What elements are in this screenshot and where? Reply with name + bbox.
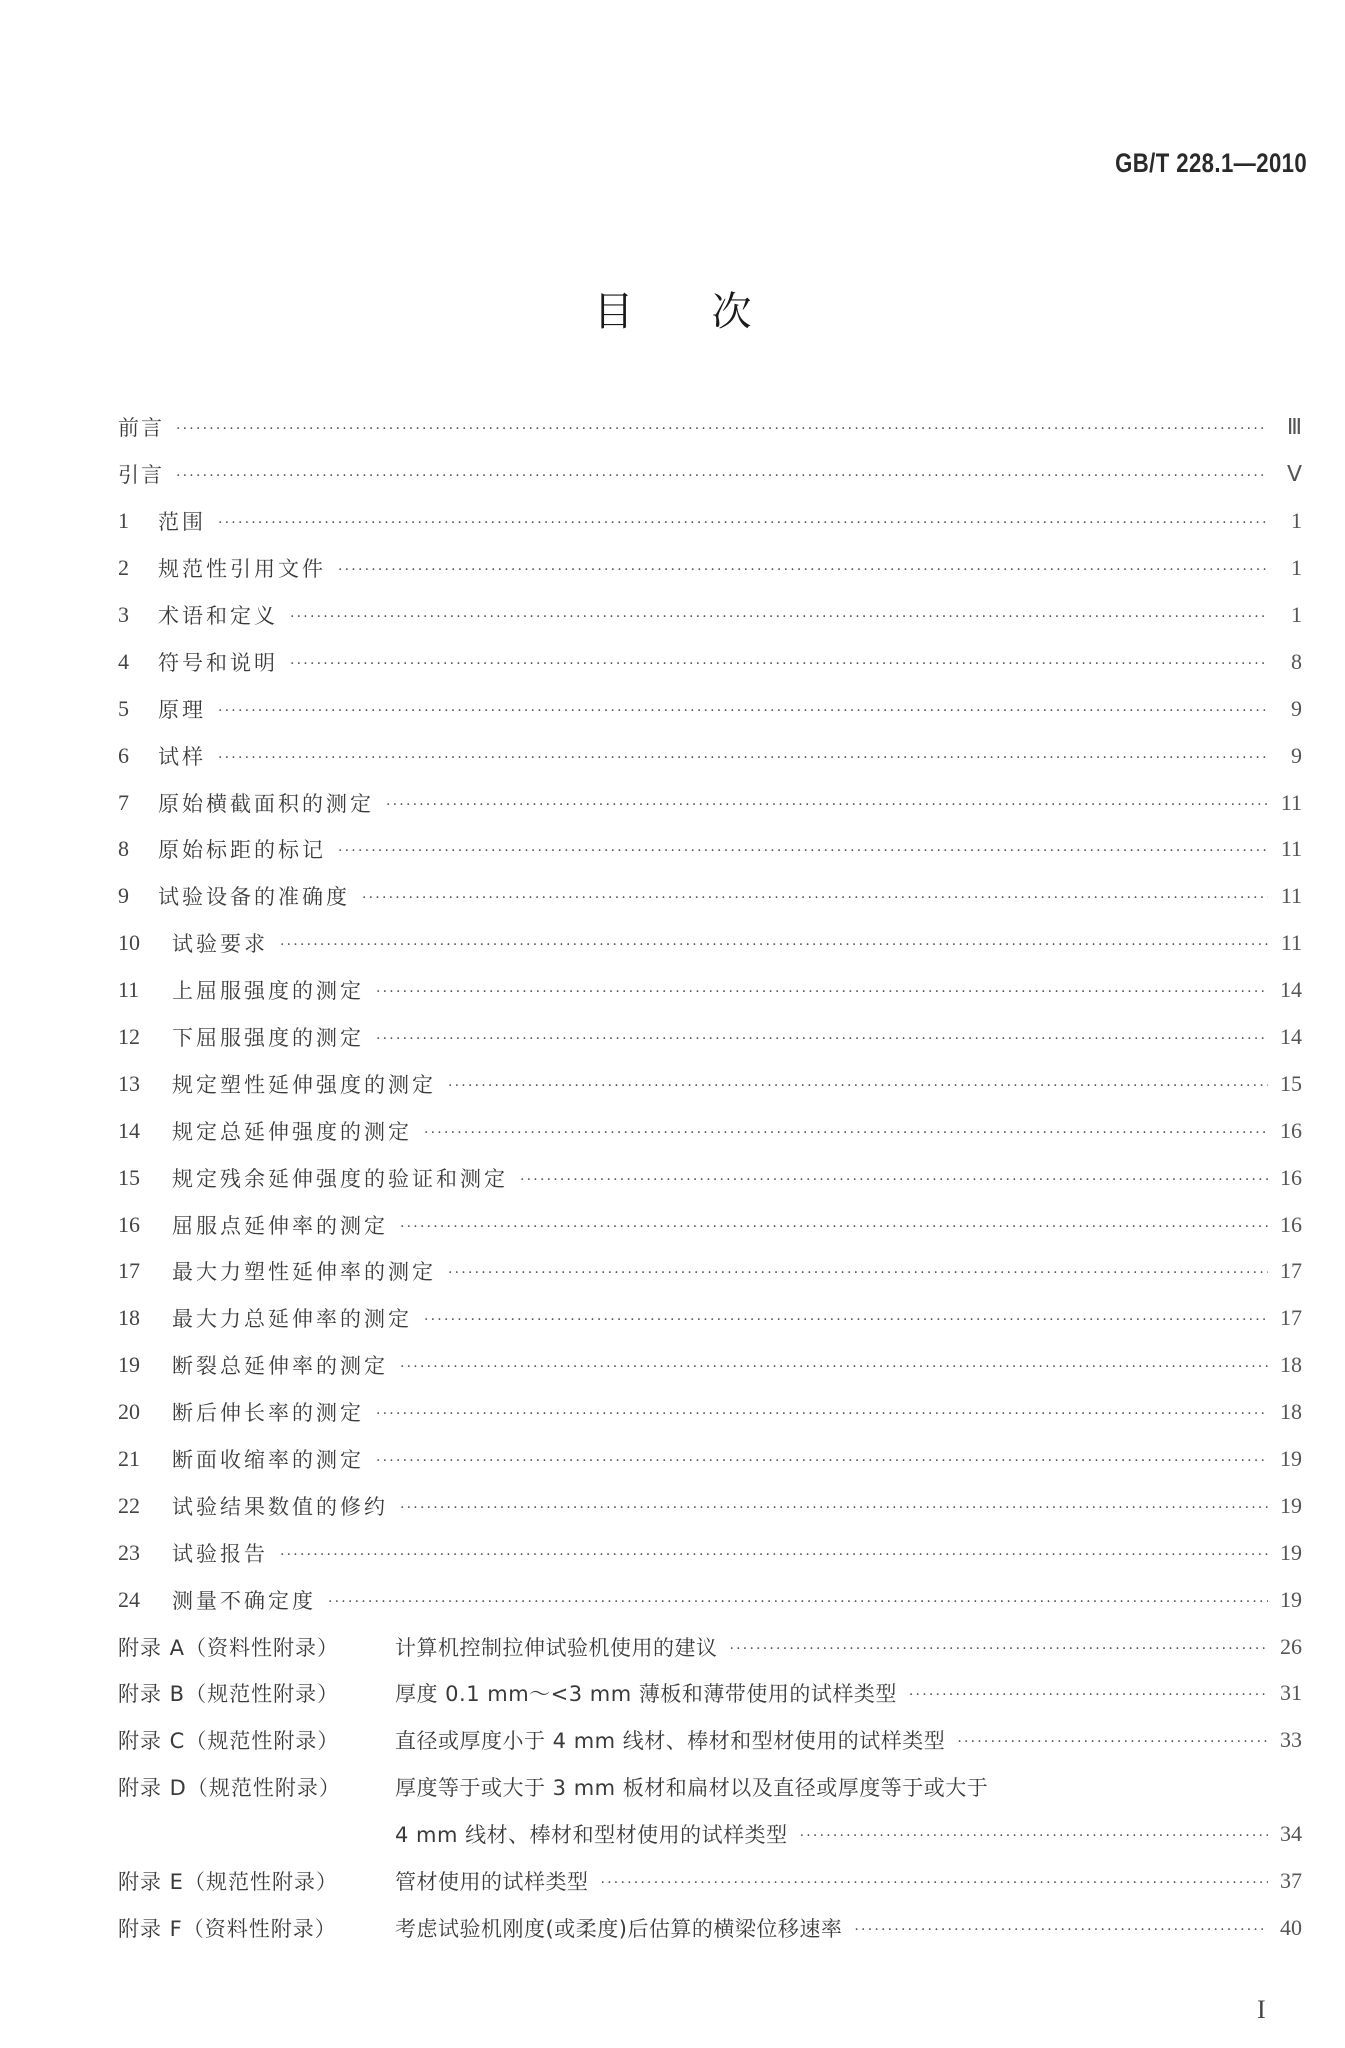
toc-entry-section[interactable] (118, 732, 1302, 779)
toc-entry-page: 17 (1280, 1258, 1302, 1284)
page-title (0, 280, 1345, 337)
toc-entry-number: 5 (118, 695, 129, 721)
toc-entry-number: 16 (118, 1211, 140, 1237)
toc-entry-label: 符号和说明 (158, 650, 278, 675)
toc-entry-section[interactable] (118, 1014, 1302, 1061)
table-of-contents (118, 404, 1302, 1951)
toc-entry-label-continued: 4 mm 线材、棒材和型材使用的试样类型 (395, 1823, 788, 1848)
toc-entry-section[interactable] (118, 1576, 1302, 1623)
leader-dots (376, 1406, 1268, 1422)
toc-entry-label: 试验结果数值的修约 (172, 1494, 388, 1519)
toc-entry-page: 16 (1280, 1211, 1302, 1237)
toc-entry-page: 1 (1291, 508, 1302, 534)
leader-dots (400, 1500, 1268, 1516)
toc-entry-label: 范围 (158, 510, 206, 535)
toc-entry-page: 15 (1280, 1070, 1302, 1096)
leader-dots (338, 843, 1268, 859)
toc-entry-section[interactable] (118, 1154, 1302, 1201)
toc-entry-appendix-continued[interactable] (118, 1811, 1302, 1858)
toc-entry-number: 12 (118, 1024, 140, 1050)
toc-entry-section[interactable] (118, 1060, 1302, 1107)
leader-dots (218, 750, 1268, 766)
toc-entry-label: 原理 (158, 697, 206, 722)
toc-entry-label: 测量不确定度 (172, 1588, 316, 1613)
toc-entry-number: 10 (118, 930, 140, 956)
leader-dots (448, 1265, 1268, 1281)
leader-dots (280, 1547, 1268, 1563)
leader-dots (338, 562, 1268, 578)
toc-entry-label: 前言 (118, 416, 164, 441)
toc-entry-number: 22 (118, 1492, 140, 1518)
toc-entry-page: 19 (1280, 1446, 1302, 1472)
toc-entry-page: 9 (1291, 742, 1302, 768)
toc-entry-label: 最大力总延伸率的测定 (172, 1307, 412, 1332)
toc-entry-section[interactable] (118, 685, 1302, 732)
appendix-prefix: 附录 D（规范性附录） (118, 1776, 341, 1801)
leader-dots (376, 1453, 1268, 1469)
title-char-1: 目 (593, 289, 634, 335)
toc-entry-number: 23 (118, 1539, 140, 1565)
appendix-prefix: 附录 A（资料性附录） (118, 1635, 340, 1660)
toc-entry-page: Ⅴ (1286, 461, 1302, 487)
toc-entry-label: 厚度 0.1 mm～<3 mm 薄板和薄带使用的试样类型 (395, 1682, 897, 1707)
toc-entry-number: 8 (118, 836, 129, 862)
leader-dots (601, 1875, 1269, 1891)
toc-entry-section[interactable] (118, 638, 1302, 685)
leader-dots (957, 1734, 1268, 1750)
leader-dots (386, 797, 1268, 813)
toc-entry-page: Ⅲ (1286, 414, 1302, 440)
toc-entry-label: 规定残余延伸强度的验证和测定 (172, 1166, 508, 1191)
toc-entry-section[interactable] (118, 1436, 1302, 1483)
toc-entry-page: 16 (1280, 1164, 1302, 1190)
toc-entry-page: 16 (1280, 1117, 1302, 1143)
toc-entry-section[interactable] (118, 545, 1302, 592)
toc-entry-section[interactable] (118, 967, 1302, 1014)
toc-entry-page: 9 (1291, 695, 1302, 721)
toc-entry-number: 21 (118, 1446, 140, 1472)
toc-entry-section[interactable] (118, 1529, 1302, 1576)
toc-entry-number: 6 (118, 742, 129, 768)
toc-entry-label: 屈服点延伸率的测定 (172, 1213, 388, 1238)
leader-dots (280, 937, 1268, 953)
toc-entry-section[interactable] (118, 1295, 1302, 1342)
leader-dots (328, 1594, 1268, 1610)
toc-entry-page: 19 (1280, 1492, 1302, 1518)
toc-entry-number: 2 (118, 555, 129, 581)
toc-entry-page: 11 (1280, 930, 1302, 956)
toc-entry-section[interactable] (118, 1107, 1302, 1154)
toc-entry-page: 11 (1280, 883, 1302, 909)
toc-entry-number: 13 (118, 1070, 140, 1096)
toc-entry-section[interactable] (118, 1342, 1302, 1389)
toc-entry-section[interactable] (118, 826, 1302, 873)
toc-entry-page: 40 (1280, 1914, 1302, 1940)
toc-entry-page: 19 (1280, 1586, 1302, 1612)
leader-dots (218, 703, 1268, 719)
toc-entry-label: 厚度等于或大于 3 mm 板材和扁材以及直径或厚度等于或大于 (395, 1776, 989, 1801)
leader-dots (448, 1078, 1268, 1094)
toc-entry-section[interactable] (118, 1248, 1302, 1295)
toc-entry-page: 19 (1280, 1539, 1302, 1565)
toc-entry-number: 11 (118, 977, 140, 1003)
toc-entry-introduction[interactable] (118, 451, 1302, 498)
toc-entry-page: 11 (1280, 836, 1302, 862)
appendix-prefix: 附录 E（规范性附录） (118, 1870, 338, 1895)
toc-entry-number: 14 (118, 1117, 140, 1143)
toc-entry-page: 1 (1291, 602, 1302, 627)
toc-entry-label: 最大力塑性延伸率的测定 (172, 1260, 436, 1285)
toc-entry-section[interactable] (118, 920, 1302, 967)
toc-entry-appendix[interactable] (118, 1905, 1302, 1952)
toc-entry-section[interactable] (118, 1482, 1302, 1529)
toc-entry-page: 33 (1280, 1727, 1302, 1753)
toc-entry-label: 断面收缩率的测定 (172, 1448, 364, 1473)
leader-dots (400, 1359, 1268, 1375)
leader-dots (290, 656, 1268, 672)
toc-entry-page: 31 (1280, 1680, 1302, 1706)
toc-entry-number: 3 (118, 602, 129, 627)
toc-entry-page: 17 (1280, 1305, 1302, 1331)
toc-entry-label: 考虑试验机刚度(或柔度)后估算的横梁位移速率 (395, 1916, 843, 1941)
toc-entry-label: 下屈服强度的测定 (172, 1026, 364, 1051)
toc-entry-number: 7 (118, 789, 129, 815)
toc-entry-page: 34 (1280, 1821, 1302, 1847)
toc-entry-section[interactable] (118, 592, 1302, 639)
toc-entry-label: 引言 (118, 463, 164, 488)
toc-entry-appendix[interactable] (118, 1764, 1302, 1811)
leader-dots (520, 1172, 1268, 1188)
leader-dots (218, 515, 1268, 531)
leader-dots (424, 1125, 1268, 1141)
toc-entry-label: 管材使用的试样类型 (395, 1870, 589, 1895)
leader-dots (376, 984, 1268, 1000)
toc-entry-section[interactable] (118, 873, 1302, 920)
toc-entry-section[interactable] (118, 779, 1302, 826)
page-number: I (1257, 1995, 1266, 2024)
appendix-prefix: 附录 F（资料性附录） (118, 1916, 337, 1941)
toc-entry-page: 14 (1280, 1024, 1302, 1050)
title-char-2: 次 (711, 289, 752, 335)
toc-entry-page: 18 (1280, 1399, 1302, 1425)
toc-entry-label: 原始横截面积的测定 (158, 791, 374, 816)
toc-entry-label: 试验报告 (172, 1541, 268, 1566)
toc-entry-page: 18 (1280, 1352, 1302, 1378)
toc-entry-label: 试验要求 (172, 932, 268, 957)
leader-dots (800, 1828, 1268, 1844)
leader-dots (176, 421, 1268, 437)
leader-dots (854, 1922, 1268, 1938)
toc-entry-number: 15 (118, 1164, 140, 1190)
leader-dots (362, 890, 1268, 906)
leader-dots (909, 1687, 1268, 1703)
toc-entry-label: 断裂总延伸率的测定 (172, 1354, 388, 1379)
toc-entry-page: 1 (1291, 555, 1302, 581)
toc-entry-appendix[interactable] (118, 1670, 1302, 1717)
toc-entry-label: 规定塑性延伸强度的测定 (172, 1072, 436, 1097)
toc-entry-number: 20 (118, 1399, 140, 1425)
toc-entry-section[interactable] (118, 498, 1302, 545)
toc-entry-page: 26 (1280, 1633, 1302, 1659)
leader-dots (376, 1031, 1268, 1047)
toc-entry-page: 11 (1280, 789, 1302, 815)
toc-entry-label: 原始标距的标记 (158, 838, 326, 863)
toc-entry-number: 4 (118, 648, 129, 674)
toc-entry-number: 9 (118, 883, 129, 909)
toc-entry-label: 上屈服强度的测定 (172, 979, 364, 1004)
leader-dots (730, 1641, 1269, 1657)
toc-entry-appendix[interactable] (118, 1717, 1302, 1764)
toc-entry-number: 19 (118, 1352, 140, 1378)
toc-entry-number: 24 (118, 1586, 140, 1612)
leader-dots (424, 1312, 1268, 1328)
toc-entry-label: 试样 (158, 744, 206, 769)
toc-entry-label: 规范性引用文件 (158, 557, 326, 582)
toc-entry-number: 17 (118, 1258, 140, 1284)
toc-entry-appendix[interactable] (118, 1623, 1302, 1670)
appendix-prefix: 附录 B（规范性附录） (118, 1682, 340, 1707)
toc-entry-section[interactable] (118, 1201, 1302, 1248)
toc-entry-foreword[interactable] (118, 404, 1302, 451)
toc-entry-page: 8 (1291, 648, 1302, 674)
toc-entry-page: 37 (1280, 1868, 1302, 1894)
toc-entry-label: 直径或厚度小于 4 mm 线材、棒材和型材使用的试样类型 (395, 1729, 946, 1754)
toc-entry-number: 18 (118, 1305, 140, 1331)
leader-dots (400, 1219, 1268, 1235)
toc-entry-section[interactable] (118, 1389, 1302, 1436)
toc-entry-label: 试验设备的准确度 (158, 885, 350, 910)
toc-entry-label: 规定总延伸强度的测定 (172, 1119, 412, 1144)
toc-entry-label: 术语和定义 (158, 604, 278, 628)
toc-entry-page: 14 (1280, 977, 1302, 1003)
toc-entry-number: 1 (118, 508, 129, 534)
appendix-prefix: 附录 C（规范性附录） (118, 1729, 340, 1754)
leader-dots (290, 609, 1268, 625)
toc-entry-label: 断后伸长率的测定 (172, 1401, 364, 1426)
standard-code: GB/T 228.1—2010 (1115, 148, 1307, 178)
toc-entry-label: 计算机控制拉伸试验机使用的建议 (395, 1635, 718, 1660)
toc-entry-appendix[interactable] (118, 1858, 1302, 1905)
leader-dots (176, 468, 1268, 484)
